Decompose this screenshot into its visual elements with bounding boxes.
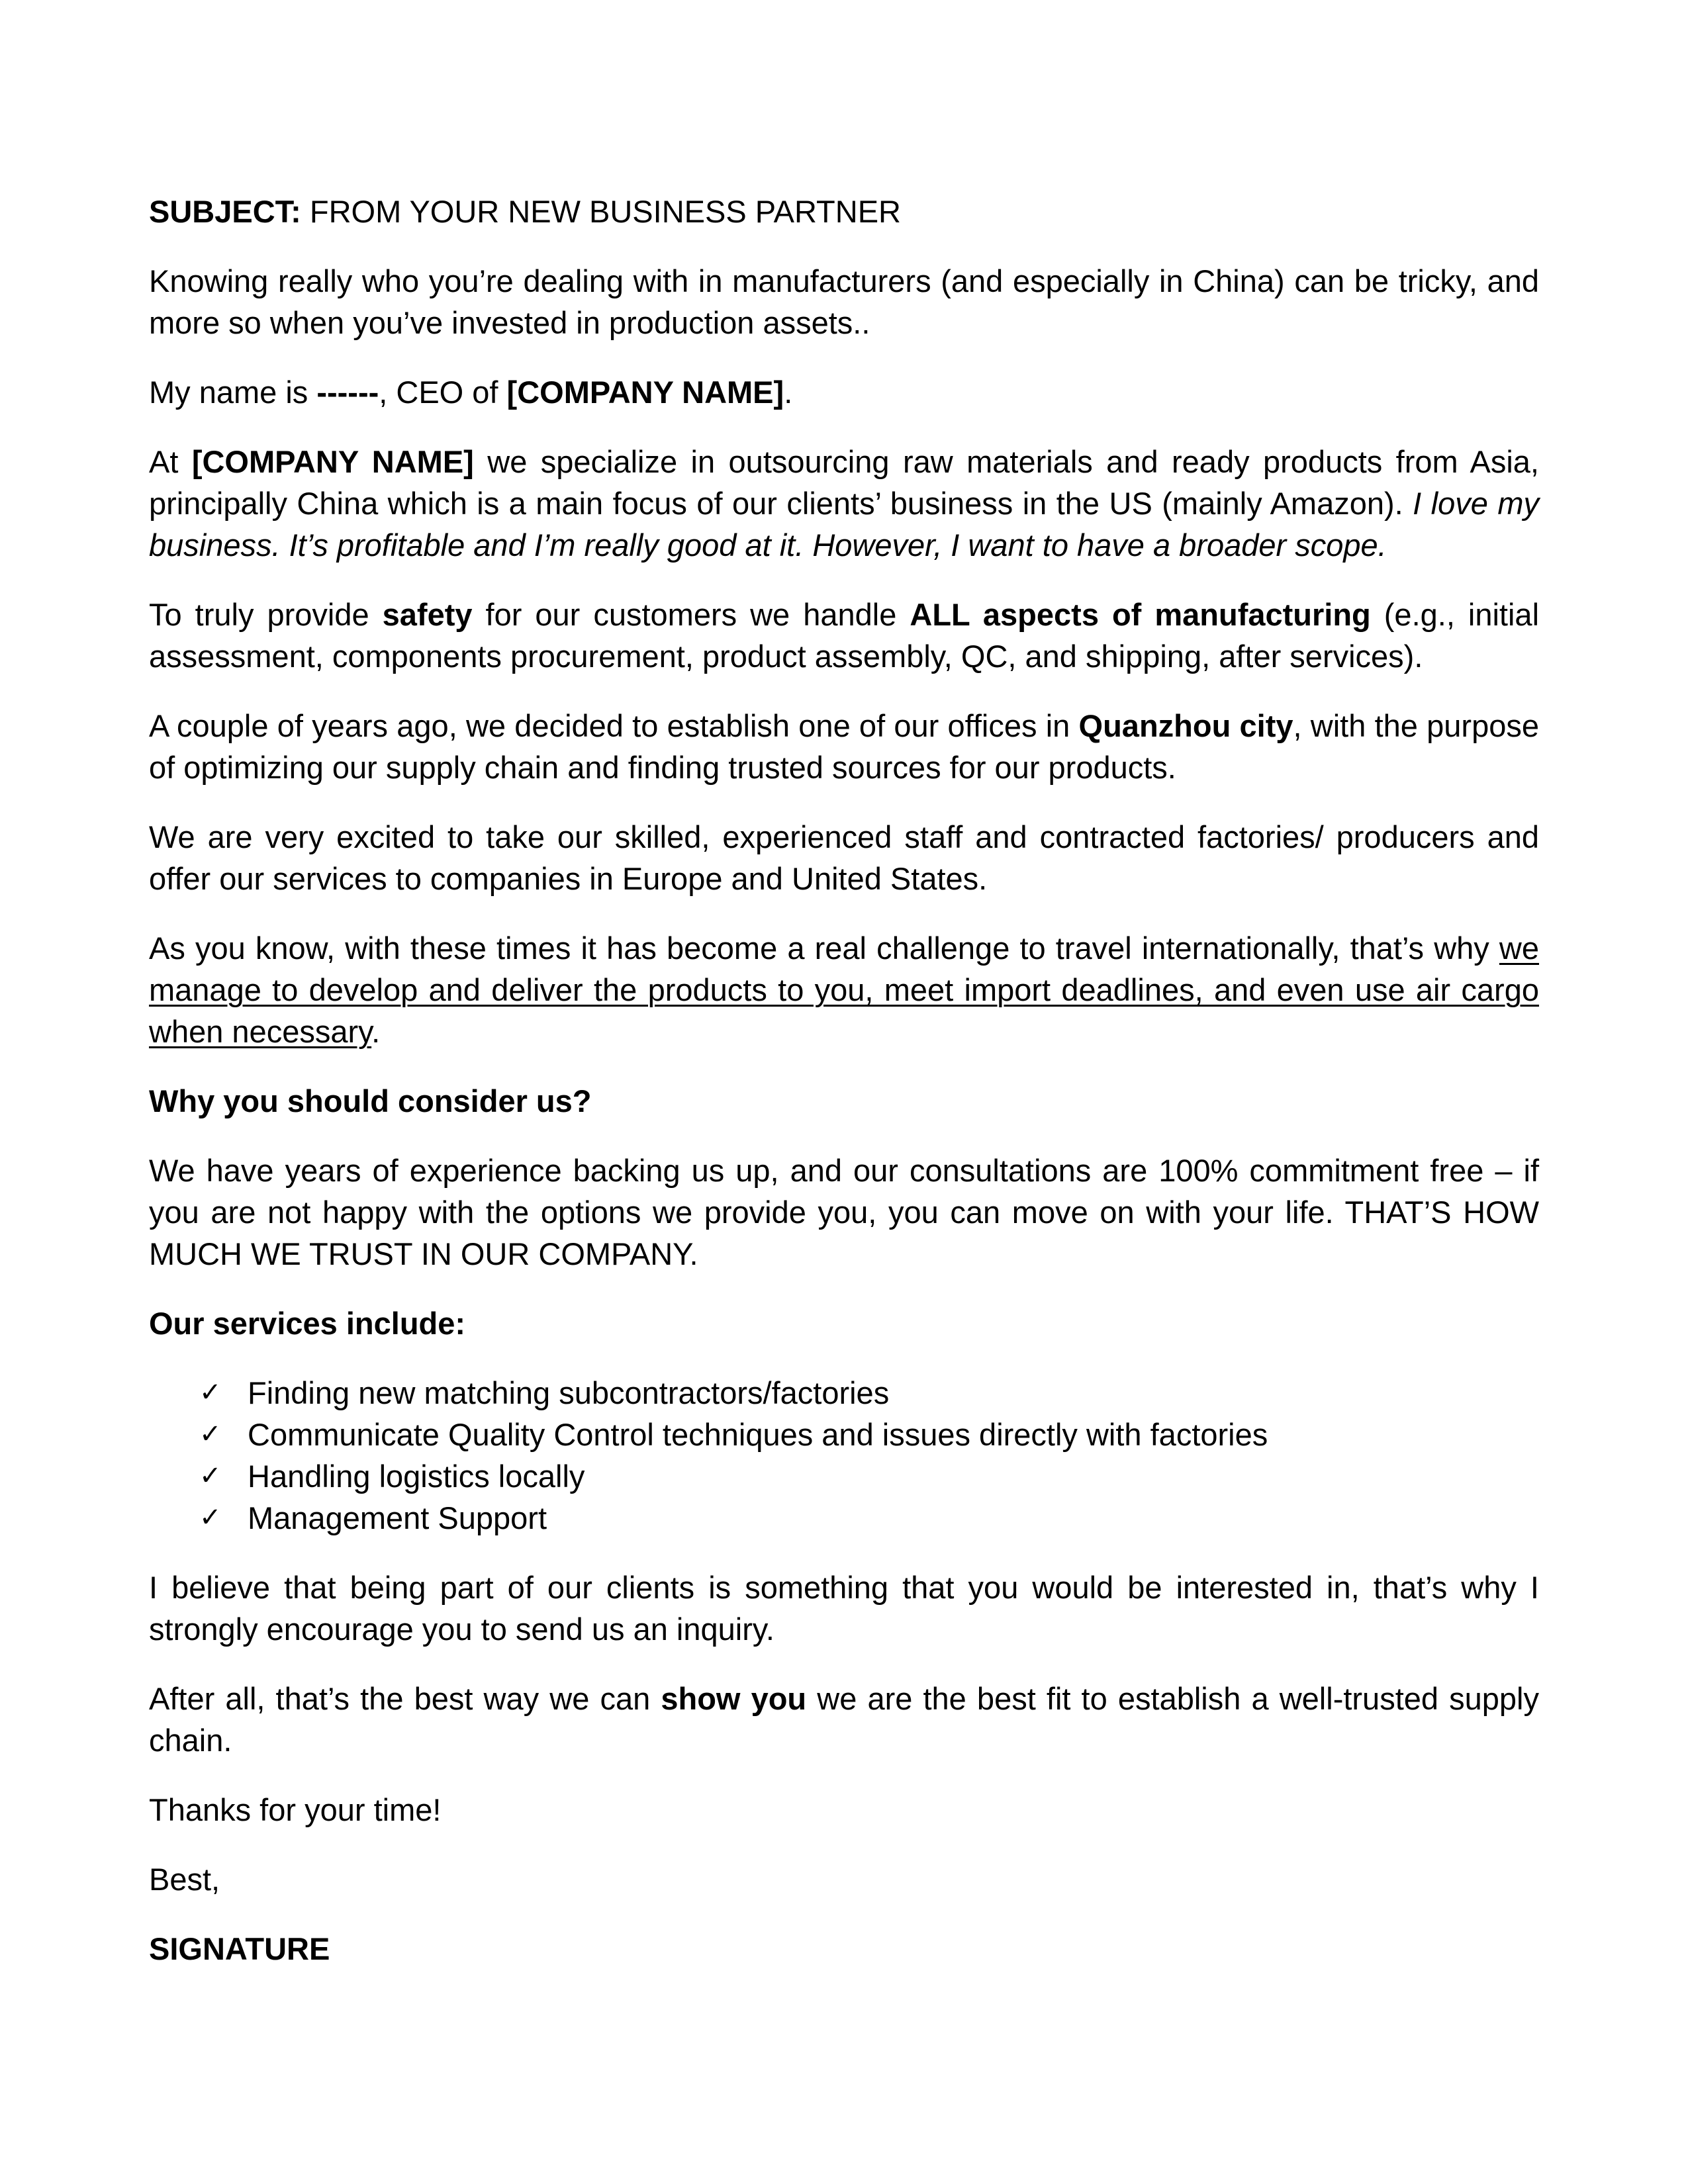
- service-item-text: Management Support: [248, 1500, 547, 1535]
- safety-paragraph: [149, 594, 1539, 677]
- name-pre-text: My name is: [149, 375, 317, 410]
- why-heading-text: Why you should consider us?: [149, 1083, 592, 1118]
- service-item-text: Finding new matching subcontractors/factories: [248, 1375, 890, 1410]
- sender-name-placeholder: ------: [316, 375, 379, 410]
- about-body-text: we specialize in outsourcing raw materials and ready products from Asia, principally China which is a main focus of our clients’ business in the US (mainly Amazon).: [149, 444, 1539, 521]
- about-italic-text: I love my business. It’s profitable and I’m really good at it. However, I want to have a broader scope.: [149, 486, 1539, 563]
- about-paragraph: [149, 441, 1539, 566]
- travel-end-text: .: [371, 1014, 381, 1049]
- list-item: [149, 1414, 1539, 1455]
- office-city-bold: Quanzhou city: [1078, 708, 1293, 743]
- thanks-line: Thanks for your time!: [149, 1792, 442, 1827]
- safety-bold-text: safety: [382, 597, 473, 632]
- signature-text: SIGNATURE: [149, 1931, 330, 1966]
- letter-page: [149, 191, 1539, 1997]
- checkmark-icon: ✓: [199, 1461, 222, 1491]
- closing-line: Best,: [149, 1862, 220, 1897]
- name-end-text: .: [784, 375, 793, 410]
- travel-paragraph: [149, 927, 1539, 1052]
- travel-pre-text: As you know, with these times it has become a real challenge to travel internationally, that’s why: [149, 931, 1499, 966]
- why-heading: [149, 1080, 1539, 1122]
- safety-end-text: (e.g., initial assessment, components procurement, product assembly, QC, and shipping, after services).: [149, 597, 1540, 674]
- services-heading: [149, 1302, 1539, 1344]
- service-item-text: Handling logistics locally: [248, 1459, 585, 1494]
- after-all-end-text: we are the best fit to establish a well-trusted supply chain.: [149, 1681, 1540, 1758]
- about-company-placeholder: [COMPANY NAME]: [191, 444, 474, 479]
- list-item: [149, 1455, 1539, 1497]
- company-name-placeholder: [COMPANY NAME]: [506, 375, 784, 410]
- experience-paragraph: We have years of experience backing us up, and our consultations are 100% commitment free – if you are not happy with the options we provide you, you can move on with your life. THAT’S HOW MUCH WE TRUST IN OUR COMPANY.: [149, 1153, 1539, 1271]
- subject-line: [149, 191, 1539, 232]
- name-paragraph: [149, 371, 1539, 413]
- subject-label: SUBJECT:: [149, 194, 301, 229]
- office-paragraph: [149, 705, 1539, 788]
- safety-pre-text: To truly provide: [149, 597, 383, 632]
- believe-paragraph: I believe that being part of our clients is something that you would be interested in, that’s why I strongly encourage you to send us an inquiry.: [149, 1570, 1539, 1647]
- services-list: [149, 1372, 1539, 1539]
- list-item: [149, 1497, 1539, 1539]
- checkmark-icon: ✓: [199, 1377, 222, 1408]
- service-item-text: Communicate Quality Control techniques and issues directly with factories: [248, 1417, 1268, 1452]
- signature-line: [149, 1928, 1539, 1970]
- services-heading-text: Our services include:: [149, 1306, 466, 1341]
- office-end-text: , with the purpose of optimizing our supply chain and finding trusted sources for our products.: [149, 708, 1539, 785]
- show-you-bold-text: show you: [661, 1681, 807, 1716]
- travel-underlined-text: we manage to develop and deliver the products to you, meet import deadlines, and even use air cargo when necessary: [149, 931, 1539, 1049]
- checkmark-icon: ✓: [199, 1419, 222, 1449]
- list-item: [149, 1372, 1539, 1414]
- office-pre-text: A couple of years ago, we decided to establish one of our offices in: [149, 708, 1079, 743]
- checkmark-icon: ✓: [199, 1502, 222, 1533]
- after-all-pre-text: After all, that’s the best way we can: [149, 1681, 661, 1716]
- subject-text: FROM YOUR NEW BUSINESS PARTNER: [301, 194, 902, 229]
- safety-mid-text: for our customers we handle: [472, 597, 910, 632]
- manufacturing-bold-text: ALL aspects of manufacturing: [910, 597, 1371, 632]
- after-all-paragraph: [149, 1678, 1539, 1761]
- name-mid-text: , CEO of: [379, 375, 507, 410]
- excited-paragraph: We are very excited to take our skilled, experienced staff and contracted factories/ producers and offer our services to companies in Europe and United States.: [149, 819, 1539, 896]
- about-pre-text: At: [149, 444, 192, 479]
- intro-paragraph: Knowing really who you’re dealing with in manufacturers (and especially in China) can be tricky, and more so when you’ve invested in production assets..: [149, 263, 1539, 340]
